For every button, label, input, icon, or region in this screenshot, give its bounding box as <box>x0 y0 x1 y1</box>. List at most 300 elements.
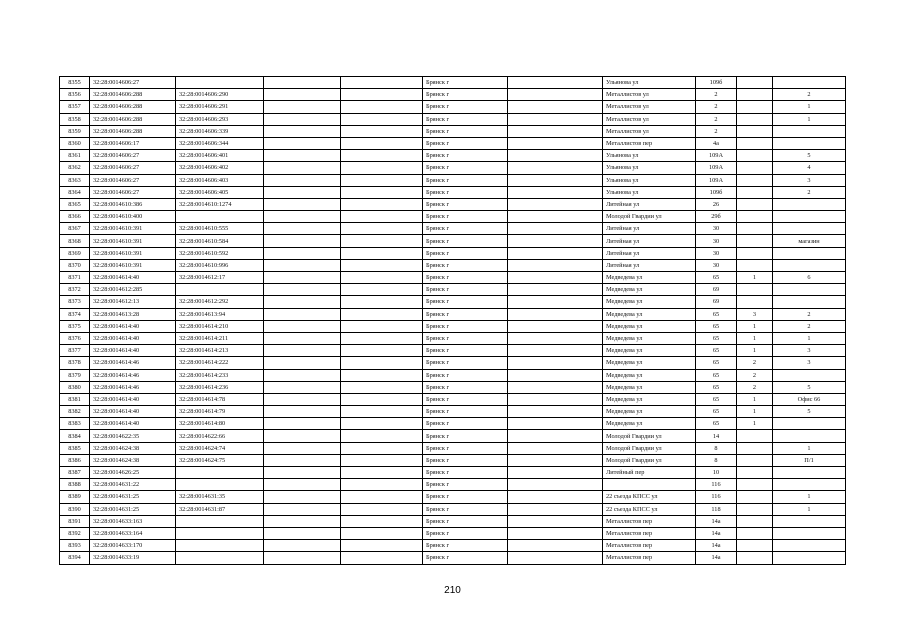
house-number-cell: 2 <box>696 113 737 125</box>
col-empty-5-cell <box>341 272 423 284</box>
building-cell <box>737 125 773 137</box>
street-cell: Ульянова ул <box>603 150 696 162</box>
table-row <box>60 113 846 125</box>
col-empty-4-cell <box>264 150 341 162</box>
table-row <box>60 467 846 479</box>
building-cell: 1 <box>737 393 773 405</box>
cadastral-number-cell: 32:28:0014606:288 <box>90 113 176 125</box>
building-cell: 1 <box>737 320 773 332</box>
cadastral-number-cell: 32:28:0014614:40 <box>90 320 176 332</box>
col-empty-7-cell <box>508 369 603 381</box>
apartment-cell <box>773 369 846 381</box>
col-empty-7-cell <box>508 113 603 125</box>
city-cell: Брянск г <box>423 406 508 418</box>
col-empty-7-cell <box>508 125 603 137</box>
cadastral-number-cell: 32:28:0014606:27 <box>90 174 176 186</box>
row-number-cell: 8380 <box>60 381 90 393</box>
col-empty-5-cell <box>341 150 423 162</box>
house-number-cell: 65 <box>696 418 737 430</box>
table-row <box>60 491 846 503</box>
col-empty-5-cell <box>341 308 423 320</box>
object-cadastral-number-cell: 32:28:0014606:339 <box>176 125 264 137</box>
house-number-cell: 65 <box>696 357 737 369</box>
building-cell <box>737 454 773 466</box>
city-cell: Брянск г <box>423 381 508 393</box>
building-cell <box>737 259 773 271</box>
cadastral-number-cell: 32:28:0014633:163 <box>90 515 176 527</box>
col-empty-4-cell <box>264 186 341 198</box>
col-empty-4-cell <box>264 272 341 284</box>
table-row <box>60 369 846 381</box>
object-cadastral-number-cell: 32:28:0014614:222 <box>176 357 264 369</box>
col-empty-5-cell <box>341 552 423 564</box>
city-cell: Брянск г <box>423 284 508 296</box>
cadastral-number-cell: 32:28:0014633:19 <box>90 552 176 564</box>
street-cell: Ульянова ул <box>603 186 696 198</box>
apartment-cell <box>773 552 846 564</box>
object-cadastral-number-cell: 32:28:0014610:996 <box>176 259 264 271</box>
table-row <box>60 137 846 149</box>
cadastral-number-cell: 32:28:0014624:38 <box>90 454 176 466</box>
row-number-cell: 8360 <box>60 137 90 149</box>
cadastral-number-cell: 32:28:0014606:288 <box>90 89 176 101</box>
row-number-cell: 8391 <box>60 515 90 527</box>
object-cadastral-number-cell: 32:28:0014610:592 <box>176 247 264 259</box>
city-cell: Брянск г <box>423 223 508 235</box>
apartment-cell: 1 <box>773 491 846 503</box>
street-cell: Молодой Гвардии ул <box>603 442 696 454</box>
col-empty-4-cell <box>264 308 341 320</box>
cadastral-number-cell: 32:28:0014610:386 <box>90 198 176 210</box>
table-row <box>60 89 846 101</box>
city-cell: Брянск г <box>423 211 508 223</box>
city-cell: Брянск г <box>423 308 508 320</box>
table-row <box>60 198 846 210</box>
col-empty-7-cell <box>508 393 603 405</box>
table-row <box>60 454 846 466</box>
object-cadastral-number-cell <box>176 540 264 552</box>
col-empty-4-cell <box>264 101 341 113</box>
object-cadastral-number-cell: 32:28:0014612:17 <box>176 272 264 284</box>
col-empty-7-cell <box>508 527 603 539</box>
house-number-cell: 109А <box>696 150 737 162</box>
apartment-cell <box>773 259 846 271</box>
table-row <box>60 101 846 113</box>
col-empty-5-cell <box>341 125 423 137</box>
col-empty-7-cell <box>508 223 603 235</box>
object-cadastral-number-cell: 32:28:0014624:75 <box>176 454 264 466</box>
cadastral-number-cell: 32:28:0014610:391 <box>90 247 176 259</box>
city-cell: Брянск г <box>423 235 508 247</box>
col-empty-7-cell <box>508 491 603 503</box>
row-number-cell: 8389 <box>60 491 90 503</box>
city-cell: Брянск г <box>423 162 508 174</box>
street-cell: Металлистов ул <box>603 101 696 113</box>
street-cell: Молодой Гвардии ул <box>603 211 696 223</box>
cadastral-number-cell: 32:28:0014631:22 <box>90 479 176 491</box>
cadastral-number-cell: 32:28:0014614:46 <box>90 369 176 381</box>
house-number-cell: 109А <box>696 162 737 174</box>
street-cell: Медведева ул <box>603 308 696 320</box>
city-cell: Брянск г <box>423 113 508 125</box>
col-empty-7-cell <box>508 259 603 271</box>
object-cadastral-number-cell: 32:28:0014606:290 <box>176 89 264 101</box>
col-empty-4-cell <box>264 174 341 186</box>
col-empty-4-cell <box>264 454 341 466</box>
house-number-cell: 14 <box>696 430 737 442</box>
cadastral-number-cell: 32:28:0014610:391 <box>90 223 176 235</box>
table-row <box>60 515 846 527</box>
col-empty-7-cell <box>508 77 603 89</box>
row-number-cell: 8358 <box>60 113 90 125</box>
house-number-cell: 65 <box>696 381 737 393</box>
col-empty-7-cell <box>508 332 603 344</box>
apartment-cell: 5 <box>773 381 846 393</box>
apartment-cell: 1 <box>773 442 846 454</box>
col-empty-5-cell <box>341 223 423 235</box>
table-row <box>60 247 846 259</box>
object-cadastral-number-cell: 32:28:0014606:403 <box>176 174 264 186</box>
city-cell: Брянск г <box>423 418 508 430</box>
building-cell <box>737 527 773 539</box>
cadastral-number-cell: 32:28:0014614:40 <box>90 345 176 357</box>
col-empty-5-cell <box>341 89 423 101</box>
street-cell: Медведева ул <box>603 369 696 381</box>
table-row <box>60 296 846 308</box>
building-cell: 1 <box>737 418 773 430</box>
object-cadastral-number-cell: 32:28:0014606:405 <box>176 186 264 198</box>
col-empty-7-cell <box>508 406 603 418</box>
cadastral-number-cell: 32:28:0014622:35 <box>90 430 176 442</box>
table-row <box>60 442 846 454</box>
house-number-cell: 65 <box>696 345 737 357</box>
table-row <box>60 150 846 162</box>
cadastral-number-cell: 32:28:0014610:400 <box>90 211 176 223</box>
city-cell: Брянск г <box>423 479 508 491</box>
col-empty-7-cell <box>508 211 603 223</box>
object-cadastral-number-cell: 32:28:0014614:78 <box>176 393 264 405</box>
building-cell: 1 <box>737 272 773 284</box>
house-number-cell: 69 <box>696 296 737 308</box>
table-row <box>60 418 846 430</box>
apartment-cell: П/1 <box>773 454 846 466</box>
row-number-cell: 8362 <box>60 162 90 174</box>
table-row <box>60 272 846 284</box>
building-cell <box>737 89 773 101</box>
house-number-cell: 65 <box>696 332 737 344</box>
col-empty-5-cell <box>341 101 423 113</box>
street-cell: Литейная ул <box>603 247 696 259</box>
row-number-cell: 8368 <box>60 235 90 247</box>
house-number-cell: 14а <box>696 527 737 539</box>
building-cell <box>737 137 773 149</box>
row-number-cell: 8386 <box>60 454 90 466</box>
col-empty-4-cell <box>264 211 341 223</box>
col-empty-4-cell <box>264 89 341 101</box>
col-empty-7-cell <box>508 418 603 430</box>
street-cell <box>603 479 696 491</box>
city-cell: Брянск г <box>423 320 508 332</box>
city-cell: Брянск г <box>423 552 508 564</box>
apartment-cell: 3 <box>773 174 846 186</box>
row-number-cell: 8383 <box>60 418 90 430</box>
col-empty-7-cell <box>508 174 603 186</box>
cadastral-number-cell: 32:28:0014610:391 <box>90 259 176 271</box>
row-number-cell: 8370 <box>60 259 90 271</box>
city-cell: Брянск г <box>423 393 508 405</box>
house-number-cell: 109б <box>696 77 737 89</box>
building-cell <box>737 174 773 186</box>
building-cell: 1 <box>737 345 773 357</box>
building-cell <box>737 211 773 223</box>
object-cadastral-number-cell: 32:28:0014606:402 <box>176 162 264 174</box>
city-cell: Брянск г <box>423 174 508 186</box>
col-empty-5-cell <box>341 515 423 527</box>
apartment-cell: Офис 66 <box>773 393 846 405</box>
street-cell: Ульянова ул <box>603 174 696 186</box>
cadastral-number-cell: 32:28:0014626:25 <box>90 467 176 479</box>
col-empty-5-cell <box>341 259 423 271</box>
object-cadastral-number-cell: 32:28:0014614:233 <box>176 369 264 381</box>
cadastral-number-cell: 32:28:0014614:40 <box>90 332 176 344</box>
col-empty-7-cell <box>508 552 603 564</box>
house-number-cell: 30 <box>696 247 737 259</box>
table-row <box>60 235 846 247</box>
object-cadastral-number-cell: 32:28:0014614:211 <box>176 332 264 344</box>
apartment-cell: 2 <box>773 89 846 101</box>
col-empty-5-cell <box>341 186 423 198</box>
street-cell: Металлистов ул <box>603 125 696 137</box>
house-number-cell: 2 <box>696 125 737 137</box>
col-empty-5-cell <box>341 503 423 515</box>
house-number-cell: 14а <box>696 540 737 552</box>
city-cell: Брянск г <box>423 540 508 552</box>
city-cell: Брянск г <box>423 454 508 466</box>
col-empty-7-cell <box>508 454 603 466</box>
row-number-cell: 8379 <box>60 369 90 381</box>
street-cell: Металлистов ул <box>603 113 696 125</box>
apartment-cell <box>773 77 846 89</box>
table-row <box>60 211 846 223</box>
cadastral-number-cell: 32:28:0014633:170 <box>90 540 176 552</box>
street-cell: Медведева ул <box>603 381 696 393</box>
cadastral-number-cell: 32:28:0014606:27 <box>90 162 176 174</box>
apartment-cell: магазин <box>773 235 846 247</box>
street-cell: Медведева ул <box>603 284 696 296</box>
house-number-cell: 26 <box>696 198 737 210</box>
object-cadastral-number-cell: 32:28:0014631:87 <box>176 503 264 515</box>
col-empty-4-cell <box>264 369 341 381</box>
col-empty-5-cell <box>341 418 423 430</box>
col-empty-7-cell <box>508 540 603 552</box>
object-cadastral-number-cell: 32:28:0014614:213 <box>176 345 264 357</box>
object-cadastral-number-cell: 32:28:0014610:555 <box>176 223 264 235</box>
col-empty-4-cell <box>264 442 341 454</box>
col-empty-4-cell <box>264 418 341 430</box>
cadastral-number-cell: 32:28:0014606:27 <box>90 150 176 162</box>
col-empty-5-cell <box>341 77 423 89</box>
col-empty-5-cell <box>341 357 423 369</box>
col-empty-5-cell <box>341 540 423 552</box>
object-cadastral-number-cell: 32:28:0014614:79 <box>176 406 264 418</box>
cadastral-number-cell: 32:28:0014614:40 <box>90 406 176 418</box>
city-cell: Брянск г <box>423 357 508 369</box>
col-empty-5-cell <box>341 113 423 125</box>
row-number-cell: 8355 <box>60 77 90 89</box>
table-row <box>60 479 846 491</box>
building-cell: 2 <box>737 381 773 393</box>
table-row <box>60 540 846 552</box>
row-number-cell: 8390 <box>60 503 90 515</box>
building-cell <box>737 503 773 515</box>
object-cadastral-number-cell: 32:28:0014614:210 <box>176 320 264 332</box>
building-cell <box>737 77 773 89</box>
object-cadastral-number-cell: 32:28:0014631:35 <box>176 491 264 503</box>
table-row <box>60 332 846 344</box>
col-empty-4-cell <box>264 162 341 174</box>
apartment-cell: 5 <box>773 150 846 162</box>
object-cadastral-number-cell <box>176 77 264 89</box>
table-row <box>60 308 846 320</box>
col-empty-7-cell <box>508 186 603 198</box>
city-cell: Брянск г <box>423 150 508 162</box>
col-empty-7-cell <box>508 235 603 247</box>
cadastral-number-cell: 32:28:0014624:38 <box>90 442 176 454</box>
col-empty-5-cell <box>341 284 423 296</box>
cadastral-number-cell: 32:28:0014606:288 <box>90 125 176 137</box>
col-empty-5-cell <box>341 454 423 466</box>
col-empty-7-cell <box>508 101 603 113</box>
col-empty-4-cell <box>264 223 341 235</box>
table-row <box>60 357 846 369</box>
cadastral-number-cell: 32:28:0014610:391 <box>90 235 176 247</box>
house-number-cell: 8 <box>696 442 737 454</box>
table-row <box>60 186 846 198</box>
city-cell: Брянск г <box>423 101 508 113</box>
house-number-cell: 10 <box>696 467 737 479</box>
house-number-cell: 118 <box>696 503 737 515</box>
col-empty-5-cell <box>341 491 423 503</box>
object-cadastral-number-cell: 32:28:0014612:292 <box>176 296 264 308</box>
col-empty-7-cell <box>508 515 603 527</box>
table-row <box>60 77 846 89</box>
street-cell: Медведева ул <box>603 406 696 418</box>
col-empty-5-cell <box>341 162 423 174</box>
cadastral-number-cell: 32:28:0014612:285 <box>90 284 176 296</box>
col-empty-4-cell <box>264 479 341 491</box>
object-cadastral-number-cell <box>176 284 264 296</box>
object-cadastral-number-cell: 32:28:0014622:66 <box>176 430 264 442</box>
street-cell: Металлистов ул <box>603 89 696 101</box>
col-empty-5-cell <box>341 393 423 405</box>
city-cell: Брянск г <box>423 430 508 442</box>
building-cell: 2 <box>737 357 773 369</box>
row-number-cell: 8367 <box>60 223 90 235</box>
col-empty-7-cell <box>508 137 603 149</box>
col-empty-7-cell <box>508 198 603 210</box>
city-cell: Брянск г <box>423 125 508 137</box>
house-number-cell: 109б <box>696 186 737 198</box>
street-cell: Ульянова ул <box>603 77 696 89</box>
apartment-cell: 1 <box>773 503 846 515</box>
col-empty-5-cell <box>341 345 423 357</box>
building-cell <box>737 430 773 442</box>
row-number-cell: 8364 <box>60 186 90 198</box>
row-number-cell: 8382 <box>60 406 90 418</box>
apartment-cell <box>773 540 846 552</box>
apartment-cell: 1 <box>773 113 846 125</box>
apartment-cell <box>773 198 846 210</box>
city-cell: Брянск г <box>423 442 508 454</box>
col-empty-7-cell <box>508 89 603 101</box>
col-empty-4-cell <box>264 332 341 344</box>
building-cell <box>737 247 773 259</box>
street-cell: Медведева ул <box>603 332 696 344</box>
registry-table <box>59 76 846 565</box>
street-cell: Медведева ул <box>603 393 696 405</box>
page-number: 210 <box>444 585 461 596</box>
col-empty-4-cell <box>264 247 341 259</box>
object-cadastral-number-cell <box>176 211 264 223</box>
col-empty-7-cell <box>508 247 603 259</box>
city-cell: Брянск г <box>423 503 508 515</box>
city-cell: Брянск г <box>423 247 508 259</box>
object-cadastral-number-cell: 32:28:0014613:94 <box>176 308 264 320</box>
row-number-cell: 8388 <box>60 479 90 491</box>
apartment-cell <box>773 137 846 149</box>
apartment-cell <box>773 247 846 259</box>
city-cell: Брянск г <box>423 198 508 210</box>
col-empty-5-cell <box>341 369 423 381</box>
col-empty-4-cell <box>264 381 341 393</box>
row-number-cell: 8369 <box>60 247 90 259</box>
cadastral-number-cell: 32:28:0014606:27 <box>90 186 176 198</box>
apartment-cell: 5 <box>773 406 846 418</box>
col-empty-5-cell <box>341 430 423 442</box>
cadastral-number-cell: 32:28:0014631:25 <box>90 491 176 503</box>
house-number-cell: 65 <box>696 320 737 332</box>
col-empty-4-cell <box>264 284 341 296</box>
building-cell <box>737 162 773 174</box>
object-cadastral-number-cell: 32:28:0014606:293 <box>176 113 264 125</box>
building-cell: 3 <box>737 308 773 320</box>
apartment-cell <box>773 430 846 442</box>
object-cadastral-number-cell: 32:28:0014614:236 <box>176 381 264 393</box>
house-number-cell: 65 <box>696 369 737 381</box>
col-empty-4-cell <box>264 430 341 442</box>
col-empty-5-cell <box>341 527 423 539</box>
house-number-cell: 69 <box>696 284 737 296</box>
row-number-cell: 8378 <box>60 357 90 369</box>
apartment-cell: 3 <box>773 345 846 357</box>
col-empty-5-cell <box>341 247 423 259</box>
col-empty-7-cell <box>508 479 603 491</box>
building-cell: 1 <box>737 406 773 418</box>
house-number-cell: 8 <box>696 454 737 466</box>
city-cell: Брянск г <box>423 137 508 149</box>
city-cell: Брянск г <box>423 89 508 101</box>
col-empty-7-cell <box>508 296 603 308</box>
street-cell: Медведева ул <box>603 296 696 308</box>
row-number-cell: 8393 <box>60 540 90 552</box>
street-cell: Медведева ул <box>603 272 696 284</box>
col-empty-4-cell <box>264 113 341 125</box>
apartment-cell: 1 <box>773 332 846 344</box>
table-row <box>60 381 846 393</box>
col-empty-7-cell <box>508 284 603 296</box>
house-number-cell: 116 <box>696 491 737 503</box>
object-cadastral-number-cell: 32:28:0014606:344 <box>176 137 264 149</box>
